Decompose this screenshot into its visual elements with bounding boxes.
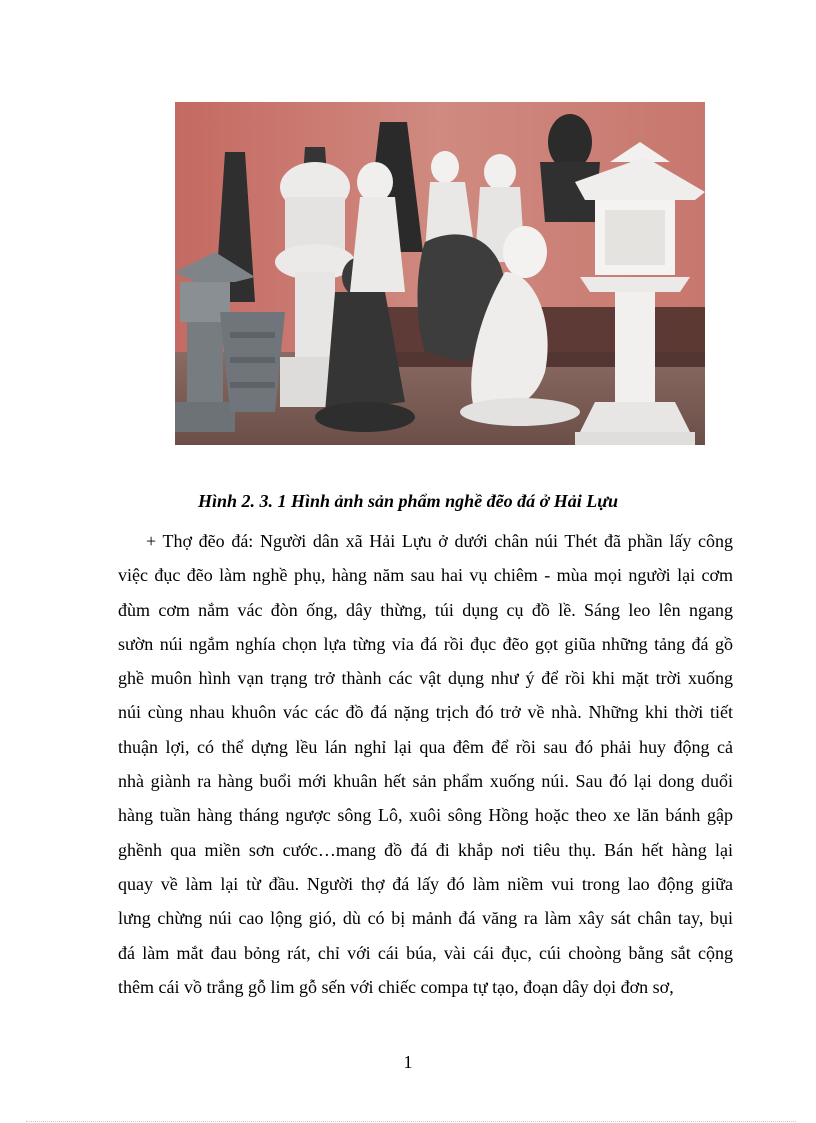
paragraph-line: núi cùng nhau khuôn vác các đồ đá nặng trịch đó trở về nhà. Những khi thời tiết <box>118 702 733 723</box>
paragraph-line: + Thợ đẽo đá: Người dân xã Hải Lựu ở dưới chân núi Thét đã phần lấy công <box>146 531 733 551</box>
footer-divider <box>26 1121 796 1122</box>
sculpture-photo <box>175 102 705 445</box>
paragraph-line: nhà giành ra hàng buổi mới khuân hết sản phẩm xuống núi. Sau đó lại dong duổi <box>118 771 733 792</box>
paragraph-line: lưng chừng núi cao lộng gió, dù có bị mảnh đá văng ra làm xây sát chân tay, bụi <box>118 908 733 929</box>
paragraph-line: sườn núi ngắm nghía chọn lựa từng vỉa đá rồi đục đẽo gọt giũa những tảng đá gồ <box>118 633 733 654</box>
paragraph-line: quay về làm lại từ đầu. Người thợ đá lấy đó làm niềm vui trong lao động giữa <box>118 873 733 894</box>
paragraph-line: đá làm mắt đau bỏng rát, chỉ với cái búa, vài cái đục, cúi choòng bằng sắt cộng <box>118 942 733 963</box>
paragraph-line: thuận lợi, có thể dựng lều lán nghỉ lại qua đêm để rồi sau đó phải huy động cả <box>118 736 733 757</box>
paragraph-line: ghề muôn hình vạn trạng trở thành các vật dụng như ý để rồi khi mặt trời xuống <box>118 668 733 689</box>
paragraph-line: thêm cái vồ trắng gỗ lim gỗ sến với chiếc compa tự tạo, đoạn dây dọi đơn sơ, <box>118 976 674 997</box>
page-number: 1 <box>403 1052 413 1072</box>
stone-sculpture-photo-icon <box>175 102 705 445</box>
body-paragraph <box>118 524 733 1004</box>
figure-caption: Hình 2. 3. 1 Hình ảnh sản phẩm nghề đẽo đá ở Hải Lựu <box>197 491 619 511</box>
paragraph-line: ghềnh qua miền sơn cước…mang đồ đá đi khắp nơi tiêu thụ. Bán hết hàng lại <box>118 839 733 860</box>
paragraph-line: hàng tuần hàng tháng ngược sông Lô, xuôi sông Hồng hoặc theo xe lăn bánh gập <box>118 805 733 826</box>
paragraph-line: đùm cơm nắm vác đòn ống, dây thừng, túi dụng cụ đồ lề. Sáng leo lên ngang <box>118 599 733 620</box>
paragraph-line: việc đục đẽo làm nghề phụ, hàng năm sau hai vụ chiêm - mùa mọi người lại cơm <box>118 565 733 586</box>
